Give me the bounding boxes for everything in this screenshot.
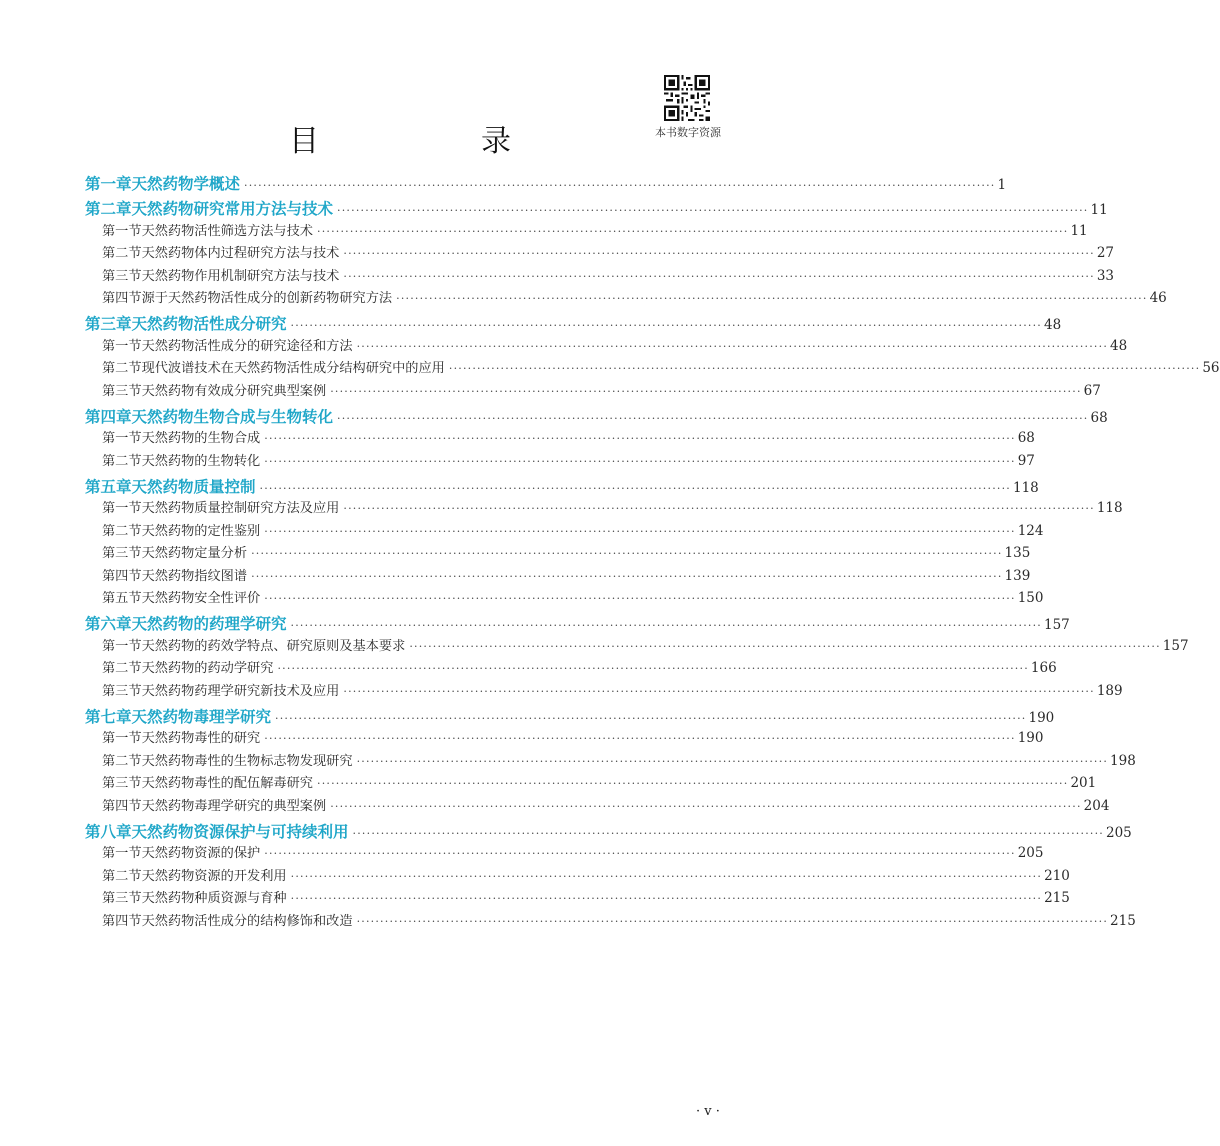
chapter-number: 第二章 (85, 200, 132, 218)
page-number: 198 (1110, 752, 1136, 769)
page-number: 56 (1202, 360, 1220, 376)
section-number: 第四节 (102, 798, 142, 814)
section-title: 天然药物安全性评价 (141, 591, 261, 606)
dot-leader: ································································································································································ (330, 384, 1082, 398)
dot-leader: ································································································································································ (264, 432, 1016, 445)
section-title: 天然药物活性筛选方法与技术 (141, 223, 313, 239)
page-number: 150 (1017, 590, 1044, 606)
toc-chapter-entry[interactable] (0, 612, 1070, 634)
section-number: 第五节 (102, 591, 142, 606)
page-number: 11 (1070, 222, 1088, 239)
toc-section-entry[interactable] (0, 842, 1044, 861)
section-number: 第一节 (102, 223, 142, 239)
section-title: 天然药物毒性的生物标志物发现研究 (141, 753, 353, 769)
section-number: 第二节 (102, 453, 142, 469)
dot-leader: ································································································································································ (264, 732, 1016, 745)
page-number: 33 (1096, 267, 1115, 284)
section-number: 第一节 (102, 338, 142, 354)
chapter-title: 天然药物资源保护与可持续利用 (131, 822, 349, 841)
toc-chapter-entry[interactable] (0, 820, 1132, 842)
dot-leader: ································································································································································ (343, 502, 1095, 515)
section-title: 天然药物种质资源与育种 (141, 891, 287, 906)
page-number: 205 (1105, 824, 1132, 841)
toc-section-entry[interactable] (0, 287, 1167, 306)
section-title: 天然药物药理学研究新技术及应用 (141, 683, 340, 699)
chapter-number: 第七章 (85, 707, 132, 726)
chapter-title: 天然药物生物合成与生物转化 (131, 407, 334, 426)
page-number: 215 (1044, 890, 1070, 906)
toc-section-entry[interactable] (0, 497, 1123, 516)
section-title: 天然药物资源的开发利用 (141, 868, 287, 884)
toc-section-entry[interactable] (0, 795, 1110, 814)
page-number: 204 (1083, 797, 1110, 814)
page-number: 68 (1017, 430, 1035, 446)
toc-chapter-entry[interactable] (0, 705, 1055, 727)
toc-section-entry[interactable] (0, 910, 1136, 929)
page-number: 205 (1017, 845, 1044, 861)
chapter-number: 第一章 (85, 175, 132, 193)
toc-chapter-entry[interactable] (0, 475, 1039, 497)
section-number: 第二节 (102, 246, 142, 261)
dot-leader: ································································································································································ (259, 481, 1011, 495)
toc-chapter-entry[interactable] (0, 172, 1007, 194)
section-number: 第三节 (102, 891, 142, 906)
toc-section-entry[interactable] (0, 680, 1123, 699)
dot-leader: ································································································································································ (356, 754, 1109, 768)
dot-leader: ································································································································································ (290, 319, 1042, 332)
section-title: 天然药物指纹图谱 (141, 568, 248, 584)
page-number: 1 (997, 177, 1007, 193)
qr-caption: 本书数字资源 (655, 126, 721, 139)
toc-section-entry[interactable] (0, 657, 1057, 676)
toc-section-entry[interactable] (0, 380, 1101, 399)
section-title: 天然药物体内过程研究方法与技术 (141, 246, 340, 261)
toc-section-entry[interactable] (0, 587, 1044, 606)
section-title: 源于天然药物活性成分的创新药物研究方法 (141, 291, 393, 306)
section-number: 第二节 (102, 753, 142, 769)
page-number: 48 (1043, 317, 1062, 333)
toc-section-entry[interactable] (0, 427, 1035, 446)
dot-leader: ································································································································································ (264, 847, 1016, 860)
dot-leader: ································································································································································ (337, 411, 1089, 425)
chapter-title: 天然药物学概述 (131, 175, 241, 193)
section-title: 天然药物的生物合成 (141, 431, 261, 446)
dot-leader: ································································································································································ (244, 179, 996, 192)
dot-leader: ································································································································································ (264, 524, 1016, 538)
page-number: 189 (1096, 682, 1123, 699)
dot-leader: ································································································································································ (317, 777, 1069, 790)
dot-leader: ································································································································································ (343, 684, 1095, 698)
toc-section-entry[interactable] (0, 242, 1115, 261)
dot-leader: ································································································································································ (264, 592, 1016, 605)
toc-section-entry[interactable] (0, 542, 1031, 561)
section-number: 第一节 (102, 501, 142, 516)
toc-section-entry[interactable] (0, 357, 1220, 376)
dot-leader: ································································································································································ (352, 826, 1104, 840)
section-title: 天然药物的药动学研究 (141, 661, 274, 676)
page-number: 215 (1110, 912, 1136, 929)
page-number: 68 (1090, 409, 1108, 426)
toc-section-entry[interactable] (0, 727, 1044, 746)
section-number: 第一节 (102, 431, 142, 446)
toc-section-entry[interactable] (0, 887, 1070, 906)
dot-leader: ································································································································································ (409, 639, 1161, 653)
page-number: 118 (1012, 479, 1039, 496)
toc-section-entry[interactable] (0, 450, 1035, 469)
dot-leader: ································································································································································ (356, 339, 1109, 353)
chapter-number: 第三章 (85, 315, 132, 333)
toc-section-entry[interactable] (0, 335, 1128, 354)
section-title: 天然药物活性成分的研究途径和方法 (141, 338, 353, 354)
dot-leader: ································································································································································ (277, 662, 1029, 675)
page-number: 11 (1090, 202, 1108, 218)
section-title: 天然药物活性成分的结构修饰和改造 (141, 913, 353, 929)
dot-leader: ································································································································································ (275, 711, 1027, 725)
toc-section-entry[interactable] (0, 865, 1070, 884)
chapter-number: 第六章 (85, 615, 132, 633)
toc-section-entry[interactable] (0, 635, 1189, 654)
chapter-title: 天然药物的药理学研究 (131, 615, 287, 633)
page-number: 118 (1096, 500, 1123, 516)
toc-chapter-entry[interactable] (0, 405, 1108, 427)
dot-leader: ································································································································································ (290, 869, 1043, 883)
dot-leader: ································································································································································ (337, 204, 1089, 217)
dot-leader: ································································································································································ (290, 892, 1043, 905)
dot-leader: ································································································································································ (251, 569, 1003, 583)
page-number: 201 (1070, 775, 1097, 791)
dot-leader: ································································································································································ (343, 247, 1095, 260)
section-number: 第二节 (102, 523, 142, 539)
section-number: 第三节 (102, 683, 142, 699)
page-number: 157 (1043, 617, 1070, 633)
page-number: 48 (1110, 337, 1128, 354)
section-number: 第三节 (102, 546, 142, 561)
section-title: 天然药物的生物转化 (141, 453, 261, 469)
section-title: 天然药物资源的保护 (141, 846, 261, 861)
dot-leader: ································································································································································ (356, 914, 1109, 928)
section-number: 第二节 (102, 661, 142, 676)
section-title: 天然药物的药效学特点、研究原则及基本要求 (141, 638, 406, 654)
dot-leader: ································································································································································ (317, 224, 1069, 238)
section-number: 第一节 (102, 846, 142, 861)
section-title: 天然药物作用机制研究方法与技术 (141, 268, 340, 284)
section-number: 第二节 (102, 361, 142, 376)
section-number: 第二节 (102, 868, 142, 884)
chapter-title: 天然药物研究常用方法与技术 (131, 200, 334, 218)
dot-leader: ································································································································································ (448, 362, 1201, 375)
section-title: 天然药物定量分析 (141, 546, 248, 561)
toc-chapter-entry[interactable] (0, 312, 1062, 334)
page-number: 124 (1017, 522, 1044, 539)
page-title: 目 录 (289, 124, 577, 159)
page-number: 46 (1149, 290, 1167, 306)
toc-section-entry[interactable] (0, 265, 1115, 284)
dot-leader: ································································································································································ (343, 269, 1095, 283)
qr-code-image (664, 75, 710, 121)
section-title: 天然药物毒性的研究 (141, 731, 261, 746)
section-number: 第四节 (102, 913, 142, 929)
page-number: 97 (1017, 452, 1035, 469)
page-number: 139 (1004, 567, 1031, 584)
toc-section-entry[interactable] (0, 220, 1088, 239)
page-number: 210 (1044, 867, 1070, 884)
page-folio: · v · (696, 1104, 720, 1119)
page-number: 157 (1162, 637, 1189, 654)
toc-section-entry[interactable] (0, 565, 1031, 584)
section-number: 第三节 (102, 268, 142, 284)
page-number: 27 (1096, 245, 1115, 261)
toc-chapter-entry[interactable] (0, 197, 1108, 219)
chapter-number: 第四章 (85, 407, 132, 426)
dot-leader: ································································································································································ (396, 292, 1148, 305)
page-number: 190 (1028, 709, 1055, 726)
section-title: 天然药物有效成分研究典型案例 (141, 383, 327, 399)
section-number: 第三节 (102, 383, 142, 399)
section-number: 第四节 (102, 568, 142, 584)
chapter-title: 天然药物活性成分研究 (131, 315, 287, 333)
section-title: 现代波谱技术在天然药物活性成分结构研究中的应用 (141, 361, 445, 376)
chapter-number: 第五章 (85, 477, 132, 496)
toc-section-entry[interactable] (0, 520, 1044, 539)
section-title: 天然药物毒理学研究的典型案例 (141, 798, 327, 814)
section-title: 天然药物的定性鉴别 (141, 523, 261, 539)
dot-leader: ································································································································································ (251, 547, 1003, 560)
section-number: 第一节 (102, 731, 142, 746)
chapter-title: 天然药物毒理学研究 (131, 707, 272, 726)
dot-leader: ································································································································································ (264, 454, 1016, 468)
page-number: 190 (1017, 730, 1044, 746)
chapter-number: 第八章 (85, 822, 132, 841)
section-number: 第一节 (102, 638, 142, 654)
page-number: 166 (1030, 660, 1057, 676)
section-number: 第四节 (102, 291, 142, 306)
section-title: 天然药物毒性的配伍解毒研究 (141, 776, 313, 791)
section-number: 第三节 (102, 776, 142, 791)
toc-section-entry[interactable] (0, 772, 1097, 791)
chapter-title: 天然药物质量控制 (131, 477, 256, 496)
section-title: 天然药物质量控制研究方法及应用 (141, 501, 340, 516)
page-number: 67 (1083, 382, 1101, 399)
dot-leader: ································································································································································ (290, 619, 1042, 632)
dot-leader: ································································································································································ (330, 799, 1082, 813)
page-number: 135 (1004, 545, 1031, 561)
toc-section-entry[interactable] (0, 750, 1136, 769)
